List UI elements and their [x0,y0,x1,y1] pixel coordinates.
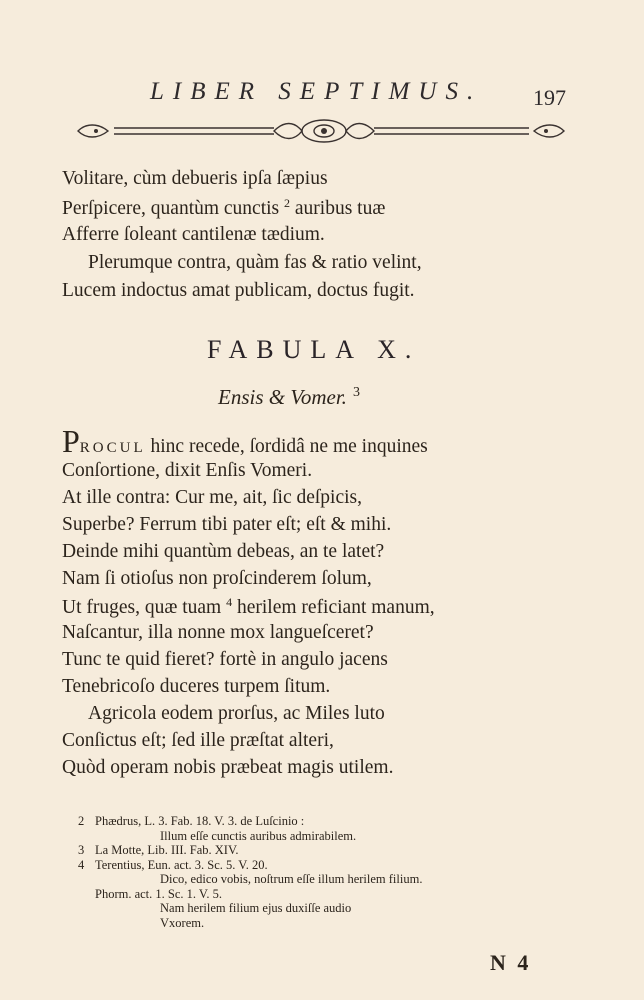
verse-line: Plerumque contra, quàm fas & ratio velint, [88,252,422,273]
fable-subtitle: Ensis & Vomer. $^3$ [218,385,360,409]
fable-line: Tunc te quid fieret? fortè in angulo jacens [62,649,388,670]
footnote-line: 4 Terentius, Eun. act. 3. Sc. 5. V. 20. [78,857,268,872]
note-ref: 2 [284,196,291,210]
footnote-line: 3 La Motte, Lib. III. Fab. XIV. [78,843,239,857]
verse-line: Perſpicere, quantùm cunctis $^2$ auribus tuæ [62,196,386,219]
fable-line: Tenebricoſo duceres turpem ſitum. [62,676,331,697]
running-title: LIBER SEPTIMUS. [150,78,483,105]
fable-line: Deinde mihi quantùm debeas, an te latet? [62,541,385,562]
drop-cap: P [62,423,80,459]
fable-line: Ut fruges, quæ tuam $^4$ herilem reficiant manum, [62,595,435,618]
fable-line: Agricola eodem prorſus, ac Miles luto [88,703,385,724]
verse-line: Volitare, cùm debueris ipſa ſæpius [62,168,328,189]
footnote-line: Illum eſſe cunctis auribus admirabilem. [160,828,357,843]
signature-mark: N 4 [490,950,532,975]
fable-line: Superbe? Ferrum tibi pater eſt; eſt & mihi. [62,514,392,535]
fable-line: Conſictus eſt; ſed ille præſtat alteri, [62,730,334,751]
note-ref: 4 [226,595,233,609]
verse-line: Afferre ſoleant cantilenæ tædium. [62,224,325,245]
fable-line: At ille contra: Cur me, ait, ſic deſpicis, [62,487,363,508]
fable-title: FABULA X. [207,335,421,364]
footnote-line: Phorm. act. 1. Sc. 1. V. 5. [95,886,222,901]
note-ref: 3 [352,385,360,400]
fable-line: Nam ſi otioſus non proſcinderem ſolum, [62,568,372,589]
fable-line: Naſcantur, illa nonne mox langueſceret? [62,622,374,643]
fable-line-first: PROCUL hinc recede, ſordidâ ne me inquines [62,423,428,459]
page-number: 197 [533,85,566,110]
footnote-line: 2 Phædrus, L. 3. Fab. 18. V. 3. de Luſcinio : [78,814,305,828]
verse-line: Lucem indoctus amat publicam, doctus fugit. [62,280,415,301]
header-ornament [74,117,568,147]
footnote-line: Nam herilem filium ejus duxiſſe audio [160,901,352,915]
footnotes [78,814,558,930]
footnote-line: Vxorem. [160,915,205,930]
footnote-line: Dico, edico vobis, noſtrum eſſe illum herilem filium. [160,872,423,886]
fable-line: Conſortione, dixit Enſis Vomeri. [62,460,313,481]
fable-line: Quòd operam nobis præbeat magis utilem. [62,757,394,778]
